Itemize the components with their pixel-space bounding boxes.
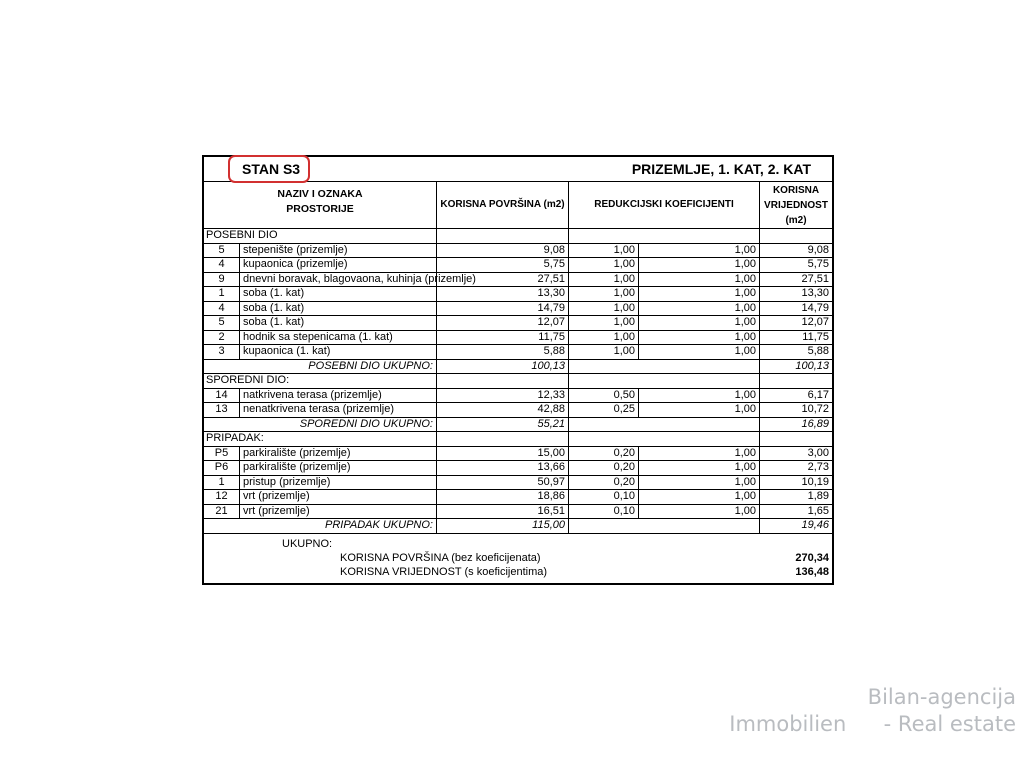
room-number: 21 (204, 505, 240, 519)
room-number: P5 (204, 447, 240, 461)
coefficient-2: 1,00 (639, 389, 760, 403)
empty-cell (437, 374, 569, 388)
room-name: soba (1. kat) (240, 287, 437, 301)
room-name: soba (1. kat) (240, 302, 437, 316)
coefficient-1: 1,00 (569, 273, 639, 287)
summary-title: UKUPNO: (282, 537, 333, 550)
section-total-area: 115,00 (437, 519, 569, 533)
summary-value-label: KORISNA VRIJEDNOST (s koeficijentima) (340, 565, 548, 578)
watermark-immobilien: Immobilien (729, 712, 847, 736)
room-area: 50,97 (437, 476, 569, 490)
empty-cell (639, 432, 760, 446)
room-name: kupaonica (1. kat) (240, 345, 437, 359)
room-number: P6 (204, 461, 240, 475)
table-row (204, 244, 832, 259)
table-row (204, 331, 832, 346)
coefficient-1: 1,00 (569, 316, 639, 330)
room-number: 9 (204, 273, 240, 287)
coefficient-column-header: REDUKCIJSKI KOEFICIJENTI (569, 182, 760, 228)
room-value: 3,00 (807, 446, 829, 459)
empty-cell (760, 374, 832, 388)
room-value: 2,73 (807, 461, 829, 473)
room-number: 5 (204, 244, 240, 258)
coefficient-2: 1,00 (639, 302, 760, 316)
room-area: 15,00 (437, 447, 569, 461)
empty-cell (569, 432, 639, 446)
summary-area-label: KORISNA POVRŠINA (bez koeficijenata) (340, 551, 541, 564)
room-value: 10,19 (801, 475, 829, 488)
coefficient-2: 1,00 (639, 447, 760, 461)
room-number: 13 (204, 403, 240, 417)
room-number: 4 (204, 258, 240, 272)
empty-cell (569, 374, 639, 388)
section-title-row (204, 432, 832, 447)
room-name: dnevni boravak, blagovaona, kuhinja (prizemlje) (240, 273, 437, 287)
section-title: PRIPADAK: (204, 432, 437, 446)
coefficient-2: 1,00 (639, 244, 760, 258)
room-number: 3 (204, 345, 240, 359)
room-name: pristup (prizemlje) (240, 476, 437, 490)
table-row (204, 476, 832, 491)
room-value: 9,08 (807, 243, 829, 256)
empty-cell (569, 360, 760, 374)
section-total-row (204, 360, 832, 375)
section-title-row (204, 229, 832, 244)
empty-cell (569, 519, 760, 533)
table-row (204, 273, 832, 288)
room-name: soba (1. kat) (240, 316, 437, 330)
table-row (204, 505, 832, 520)
room-name: parkiralište (prizemlje) (240, 461, 437, 475)
coefficient-2: 1,00 (639, 490, 760, 504)
section-total-area: 55,21 (437, 418, 569, 432)
table-row (204, 302, 832, 317)
agency-watermark (729, 684, 1016, 738)
coefficient-1: 1,00 (569, 287, 639, 301)
table-row (204, 490, 832, 505)
coefficient-2: 1,00 (639, 331, 760, 345)
room-area: 11,75 (437, 331, 569, 345)
section-total-value: 16,89 (801, 417, 829, 430)
section-total-value: 100,13 (795, 359, 829, 372)
room-number: 2 (204, 331, 240, 345)
unit-label: STAN S3 (242, 161, 301, 177)
room-number: 1 (204, 476, 240, 490)
room-value: 27,51 (801, 272, 829, 285)
room-value: 1,65 (807, 504, 829, 517)
coefficient-1: 1,00 (569, 331, 639, 345)
room-area-table (202, 155, 834, 585)
empty-cell (760, 432, 832, 446)
coefficient-2: 1,00 (639, 403, 760, 417)
room-value: 11,75 (802, 330, 829, 343)
room-area: 42,88 (437, 403, 569, 417)
summary-value-value: 136,48 (795, 565, 829, 578)
empty-cell (569, 418, 760, 432)
section-title: POSEBNI DIO (204, 229, 437, 243)
watermark-line-2 (729, 711, 1016, 738)
room-area: 5,88 (437, 345, 569, 359)
coefficient-2: 1,00 (639, 287, 760, 301)
room-name: kupaonica (prizemlje) (240, 258, 437, 272)
section-total-area: 100,13 (437, 360, 569, 374)
table-row (204, 316, 832, 331)
room-area: 9,08 (437, 244, 569, 258)
section-title-row (204, 374, 832, 389)
empty-cell (569, 229, 639, 243)
room-number: 14 (204, 389, 240, 403)
room-name: stepenište (prizemlje) (240, 244, 437, 258)
empty-cell (760, 229, 832, 243)
room-name: vrt (prizemlje) (240, 490, 437, 504)
section-total-label: PRIPADAK UKUPNO: (204, 519, 437, 533)
summary-area-row (204, 552, 832, 566)
coefficient-1: 0,10 (569, 505, 639, 519)
coefficient-1: 0,20 (569, 461, 639, 475)
table-row (204, 287, 832, 302)
section-total-row (204, 519, 832, 534)
room-area: 27,51 (437, 273, 569, 287)
room-value: 5,88 (807, 345, 829, 357)
room-name: hodnik sa stepenicama (1. kat) (240, 331, 437, 345)
room-name: natkrivena terasa (prizemlje) (240, 389, 437, 403)
room-name: parkiralište (prizemlje) (240, 447, 437, 461)
coefficient-1: 1,00 (569, 244, 639, 258)
header-row (204, 157, 832, 182)
coefficient-2: 1,00 (639, 273, 760, 287)
table-row (204, 461, 832, 476)
coefficient-1: 0,20 (569, 476, 639, 490)
room-area: 16,51 (437, 505, 569, 519)
room-area: 12,07 (437, 316, 569, 330)
room-value: 13,30 (801, 287, 829, 299)
room-name: vrt (prizemlje) (240, 505, 437, 519)
value-header-line-2: VRIJEDNOST (764, 200, 828, 211)
room-name: nenatkrivena terasa (prizemlje) (240, 403, 437, 417)
table-row (204, 345, 832, 360)
empty-cell (639, 374, 760, 388)
watermark-real-estate: - Real estate (883, 712, 1016, 736)
floors-label: PRIZEMLJE, 1. KAT, 2. KAT (631, 161, 811, 177)
room-value: 1,89 (807, 490, 829, 502)
empty-cell (639, 229, 760, 243)
empty-cell (437, 432, 569, 446)
room-area: 13,30 (437, 287, 569, 301)
section-total-value: 19,46 (801, 519, 829, 531)
table-row (204, 403, 832, 418)
coefficient-2: 1,00 (639, 345, 760, 359)
empty-cell (437, 229, 569, 243)
area-column-header: KORISNA POVRŠINA (m2) (437, 182, 569, 228)
coefficient-1: 1,00 (569, 302, 639, 316)
coefficient-1: 0,25 (569, 403, 639, 417)
value-column-header (760, 182, 832, 228)
room-number: 1 (204, 287, 240, 301)
room-value: 12,07 (801, 316, 829, 328)
room-area: 12,33 (437, 389, 569, 403)
table-row (204, 447, 832, 462)
name-column-header (204, 182, 437, 228)
summary-value-row (204, 566, 832, 580)
summary-area-value: 270,34 (795, 551, 829, 564)
value-header-line-3: (m2) (785, 215, 807, 226)
room-area: 5,75 (437, 258, 569, 272)
section-title: SPOREDNI DIO: (204, 374, 437, 388)
coefficient-2: 1,00 (639, 476, 760, 490)
coefficient-1: 0,50 (569, 389, 639, 403)
name-header-line-1: NAZIV I OZNAKA (277, 188, 363, 200)
coefficient-1: 0,20 (569, 447, 639, 461)
room-value: 14,79 (801, 301, 829, 314)
room-area: 13,66 (437, 461, 569, 475)
room-number: 4 (204, 302, 240, 316)
column-header-row (204, 182, 832, 229)
summary-title-row (204, 538, 832, 552)
value-header-line-1: KORISNA (772, 185, 820, 196)
room-value: 5,75 (807, 258, 829, 270)
coefficient-1: 1,00 (569, 345, 639, 359)
coefficient-1: 0,10 (569, 490, 639, 504)
room-area: 18,86 (437, 490, 569, 504)
name-header-line-2: PROSTORIJE (286, 203, 354, 215)
room-number: 12 (204, 490, 240, 504)
table-row (204, 258, 832, 273)
section-total-row (204, 418, 832, 433)
room-value: 10,72 (801, 403, 829, 415)
table-row (204, 389, 832, 404)
coefficient-2: 1,00 (639, 461, 760, 475)
coefficient-1: 1,00 (569, 258, 639, 272)
room-value: 6,17 (807, 388, 829, 401)
section-total-label: SPOREDNI DIO UKUPNO: (204, 418, 437, 432)
coefficient-2: 1,00 (639, 505, 760, 519)
coefficient-2: 1,00 (639, 316, 760, 330)
section-total-label: POSEBNI DIO UKUPNO: (204, 360, 437, 374)
room-number: 5 (204, 316, 240, 330)
coefficient-2: 1,00 (639, 258, 760, 272)
room-area: 14,79 (437, 302, 569, 316)
watermark-line-1: Bilan-agencija (867, 685, 1016, 709)
